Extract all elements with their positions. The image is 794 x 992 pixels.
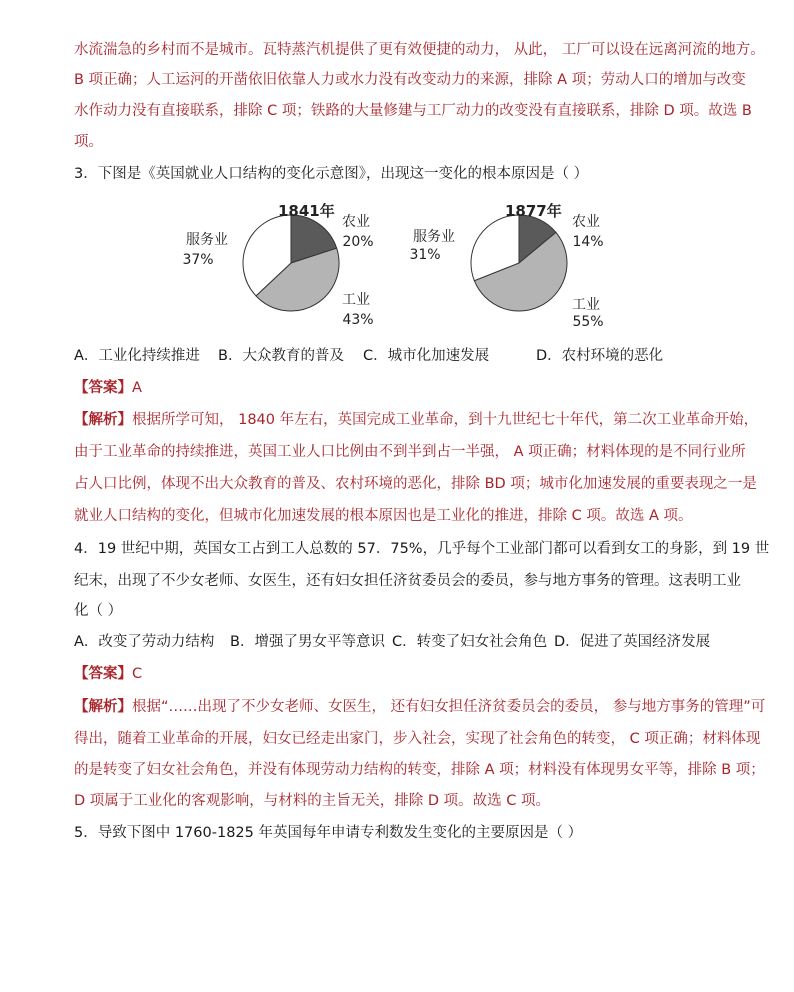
q4-option-b: B．增强了男女平等意识 [230,634,385,650]
analysis-text: 根据“……出现了不少女老师、女医生， 还有妇女担任济贫委员会的委员， 参与地方事务的管理”可 [132,699,766,715]
pie-label: 服务业 [413,229,455,245]
answer-value: A [132,380,142,396]
q3-analysis-line-3: 占人口比例，体现不出大众教育的普及、农村环境的恶化，排除 BD 项；城市化加速发展的重要表现之一是 [74,476,757,492]
answer-tag: 【答案】 [74,666,132,682]
intro-line-4: 项。 [74,134,103,150]
q3-option-c: C．城市化加速发展 [363,348,490,364]
question-4-stem-line-2: 纪末，出现了不少女老师、女医生，还有妇女担任济贫委员会的委员，参与地方事务的管理。这表明工业 [74,573,741,589]
analysis-tag: 【解析】 [74,699,132,715]
question-3-stem: 3．下图是《英国就业人口结构的变化示意图》，出现这一变化的根本原因是（ ） [74,166,589,182]
q4-option-a: A．改变了劳动力结构 [74,634,215,650]
pie-label: 农业 [342,214,370,230]
question-5-stem: 5．导致下图中 1760-1825 年英国每年申请专利数发生变化的主要原因是（ ） [74,825,583,841]
intro-line-3: 水作动力没有直接联系，排除 C 项；铁路的大量修建与工厂动力的改变没有直接联系，排除 D 项。故选 B [74,103,752,119]
pie-chart-1841 [182,202,373,328]
question-4-stem-line-3: 化（ ） [74,603,123,619]
q3-option-a: A．工业化持续推进 [74,348,200,364]
q3-option-b: B．大众教育的普及 [218,348,344,364]
q3-analysis-line-1 [74,410,758,430]
pie-title: 1877年 [505,202,562,220]
employment-pie-charts [0,196,794,336]
q4-analysis-line-3: 的是转变了妇女社会角色，并没有体现劳动力结构的转变，排除 A 项；材料没有体现男女平等，排除 B 项； [74,762,765,778]
pie-label: 工业 [342,292,370,308]
intro-line-1: 水流湍急的乡村而不是城市。瓦特蒸汽机提供了更有效便捷的动力， 从此， 工厂可以设在远离河流的地方。 [74,42,765,58]
q3-answer [74,378,142,398]
pie-label: 工业 [572,297,600,313]
pie-percent: 43% [342,312,374,328]
pie-label: 服务业 [186,232,228,248]
pie-percent: 20% [342,234,374,250]
pie-percent: 31% [409,247,441,263]
pie-title: 1841年 [278,202,335,220]
pie-percent: 55% [572,314,604,330]
pie-chart-1877 [409,202,603,330]
q4-answer [74,664,142,684]
q4-analysis-line-2: 得出，随着工业革命的开展，妇女已经走出家门，步入社会，实现了社会角色的转变， C 项正确；材料体现 [74,731,761,747]
q4-analysis-line-4: D 项属于工业化的客观影响，与材料的主旨无关，排除 D 项。故选 C 项。 [74,793,550,809]
q4-option-d: D．促进了英国经济发展 [554,634,711,650]
pie-percent: 37% [182,252,214,268]
question-4-stem-line-1: 4．19 世纪中期，英国女工占到工人总数的 57．75%，几乎每个工业部门都可以看到女工的身影，到 19 世 [74,541,770,557]
analysis-text: 根据所学可知， 1840 年左右，英国完成工业革命，到十九世纪七十年代，第二次工业革命开始， [132,412,759,428]
pie-percent: 14% [572,234,604,250]
q3-option-d: D．农村环境的恶化 [536,348,664,364]
q3-analysis-line-4: 就业人口结构的变化，但城市化加速发展的根本原因也是工业化的推进，排除 C 项。故选 A 项。 [74,508,693,524]
analysis-tag: 【解析】 [74,412,132,428]
intro-line-2: B 项正确；人工运河的开凿依旧依靠人力或水力没有改变动力的来源，排除 A 项；劳动人口的增加与改变 [74,72,746,88]
pie-label: 农业 [572,214,600,230]
answer-value: C [132,666,143,682]
q4-analysis-line-1 [74,697,765,717]
q3-analysis-line-2: 由于工业革命的持续推进，英国工业人口比例由不到半到占一半强， A 项正确；材料体现的是不同行业所 [74,444,746,460]
answer-tag: 【答案】 [74,380,132,396]
q4-option-c: C．转变了妇女社会角色 [392,634,548,650]
